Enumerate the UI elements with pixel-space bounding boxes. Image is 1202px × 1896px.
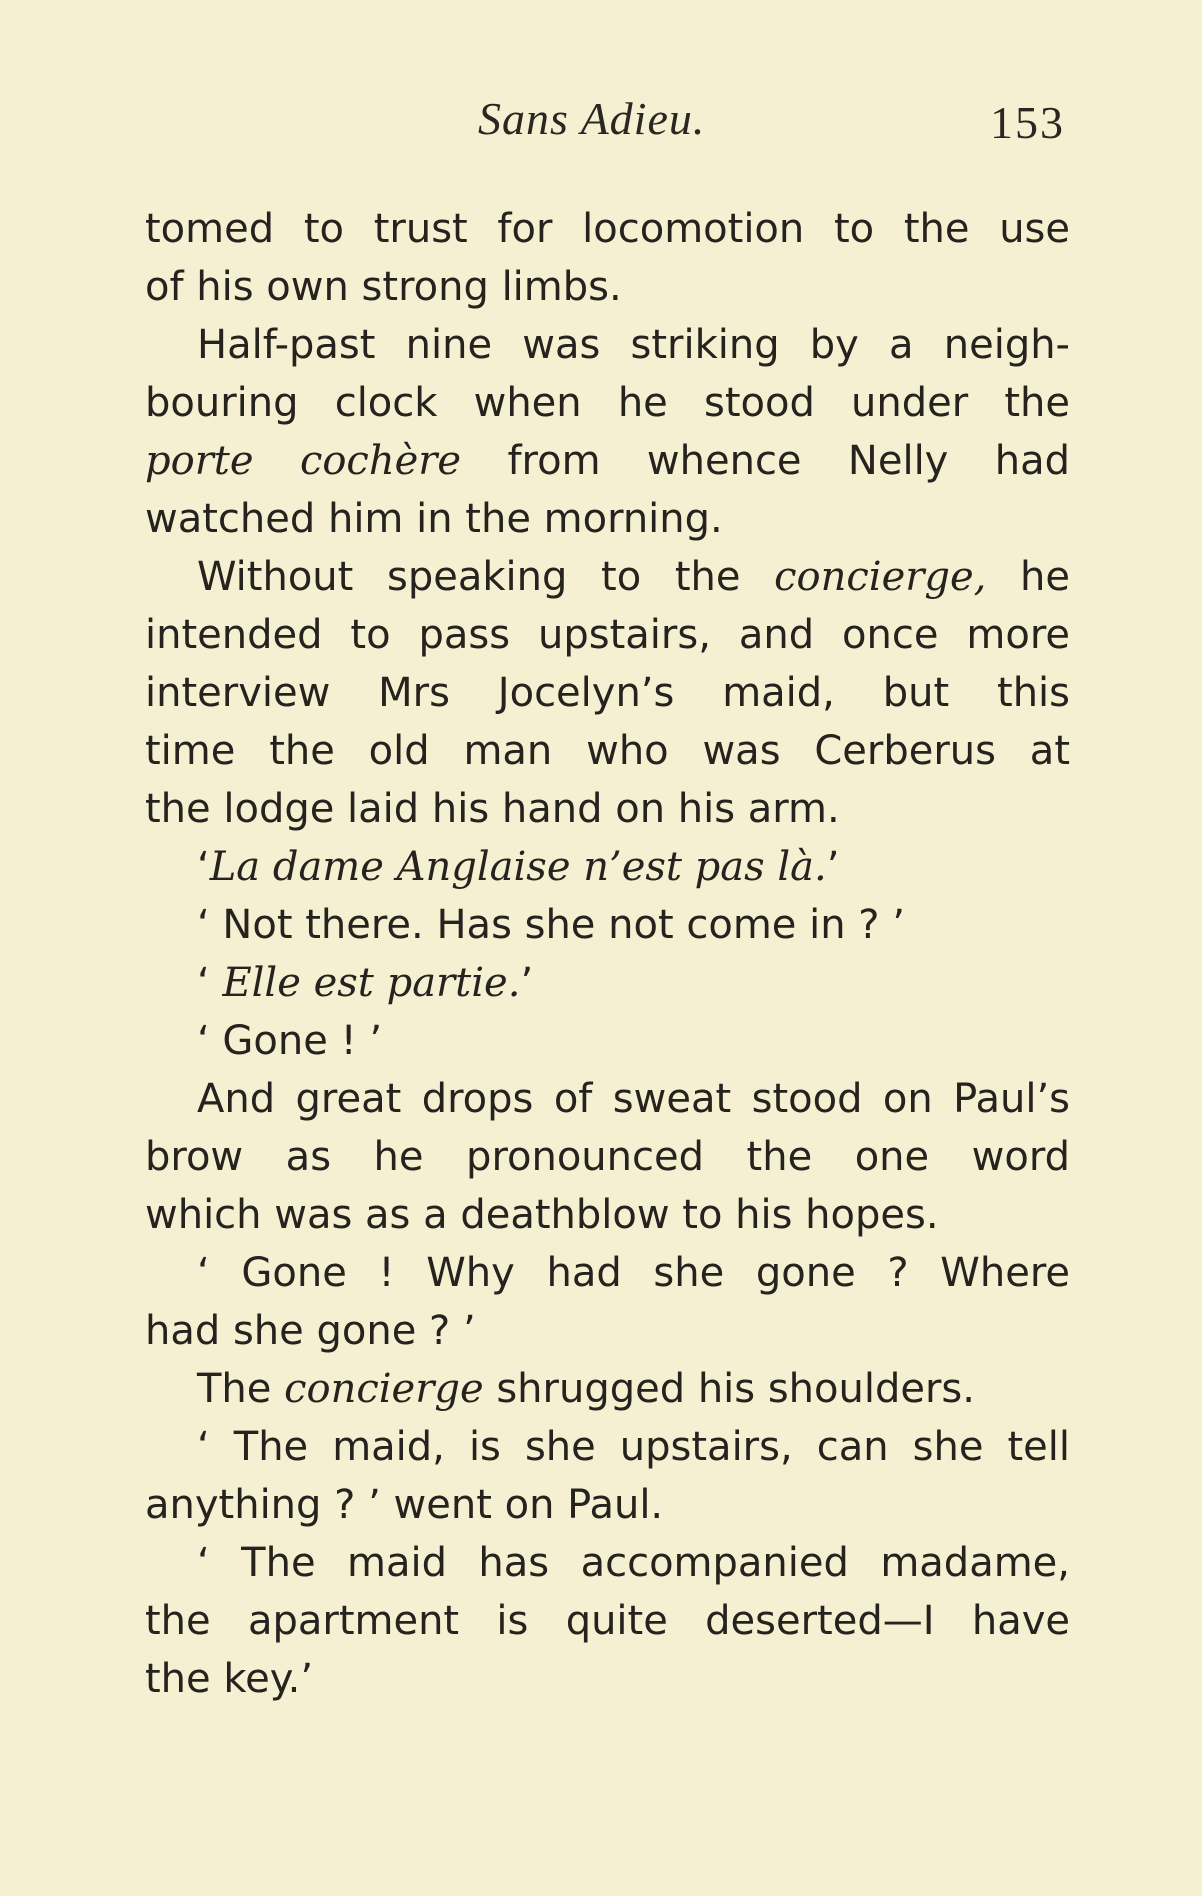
text-line: the key.’ [145,1656,314,1702]
italic-phrase: La dame Anglaise n’est pas là. [209,844,827,890]
line-text: ‘ [197,844,210,890]
text-line: brow as he pronounced the one word [145,1134,1070,1180]
text-line [145,1360,1070,1418]
page-number: 153 [990,97,1065,148]
line-text: from whence Nelly had [461,438,1070,484]
line-text: Without speaking to the [197,554,775,600]
text-line: ‘ The maid has accompanied madame, [197,1540,1070,1586]
text-line: the apartment is quite deserted—I have [145,1598,1070,1644]
italic-phrase: porte cochère [145,438,462,484]
line-text: The [197,1366,285,1412]
text-line: ‘ Gone ! ’ [197,1018,383,1064]
line-text: shrugged his shoulders. [483,1366,975,1412]
text-line: ‘ Not there. Has she not come in ? ’ [197,902,905,948]
text-line: tomed to trust for locomotion to the use [145,206,1070,252]
line-text: ’ [520,960,534,1006]
text-line: And great drops of sweat stood on Paul’s [197,1076,1070,1122]
italic-phrase: concierge, [774,554,987,600]
text-line: ‘ The maid, is she upstairs, can she tell [197,1424,1070,1470]
text-line: intended to pass upstairs, and once more [145,612,1070,658]
text-line [145,954,1070,1012]
text-line: bouring clock when he stood under the [145,380,1070,426]
page-header [0,92,1202,152]
running-title: Sans Adieu. [478,93,706,144]
text-line: which was as a deathblow to his hopes. [145,1192,939,1238]
text-line [145,432,1070,490]
text-line: had she gone ? ’ [145,1308,476,1354]
text-line [145,548,1070,606]
text-line: time the old man who was Cerberus at [145,728,1070,774]
line-text: ‘ [197,960,223,1006]
text-line: of his own strong limbs. [145,264,622,310]
text-line: anything ? ’ went on Paul. [145,1482,664,1528]
italic-phrase: concierge [284,1366,484,1412]
text-line: the lodge laid his hand on his arm. [145,786,840,832]
line-text: he [986,554,1070,600]
text-line: interview Mrs Jocelyn’s maid, but this [145,670,1070,716]
text-line: ‘ Gone ! Why had she gone ? Where [197,1250,1070,1296]
body-text [145,200,1070,1708]
italic-phrase: Elle est partie. [222,960,521,1006]
text-line: watched him in the morning. [145,496,723,542]
text-line [145,838,1070,896]
line-text: ’ [826,844,840,890]
text-line: Half-past nine was striking by a neigh- [197,322,1070,368]
